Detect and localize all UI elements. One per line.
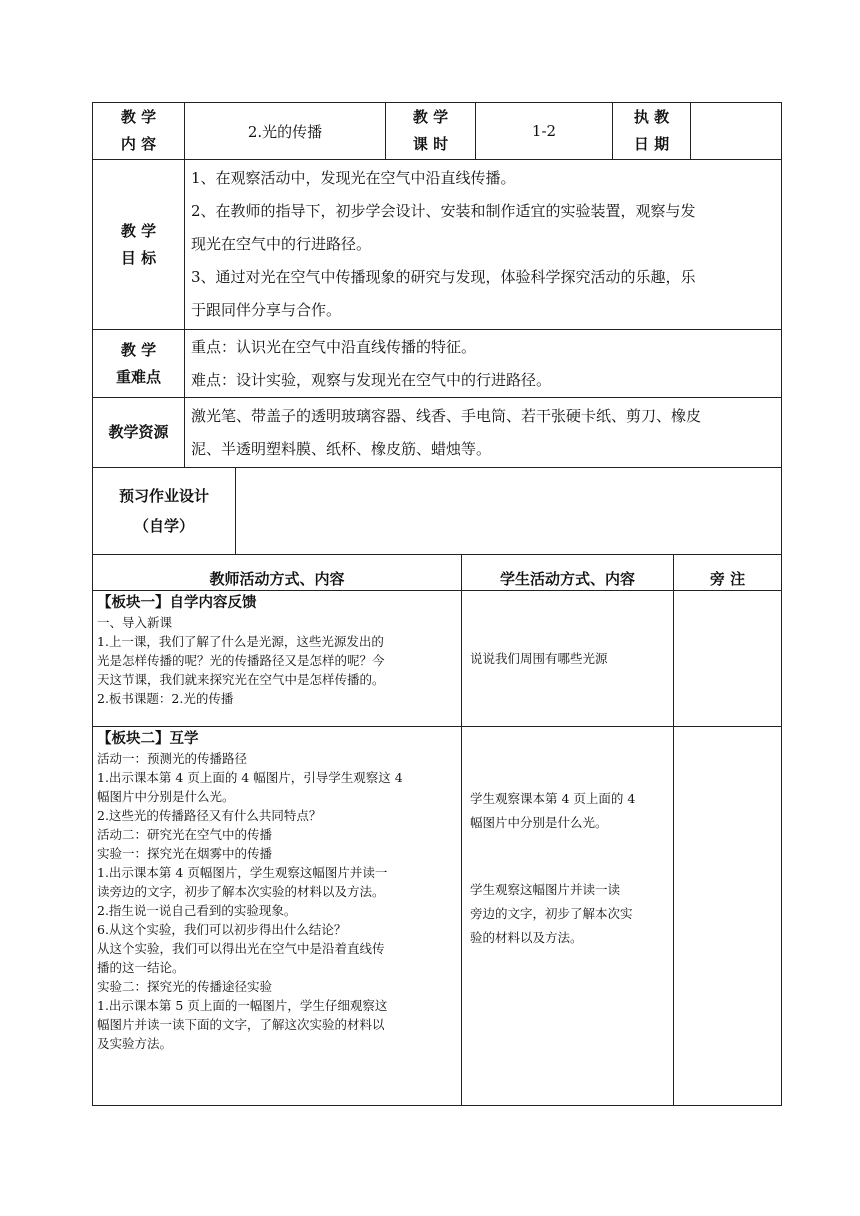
key-points-row xyxy=(93,330,782,398)
content-label-line2: 内 容 xyxy=(120,135,157,153)
teacher-activity-header: 教师活动方式、内容 xyxy=(93,555,462,591)
objective-line: 2、在教师的指导下，初步学会设计、安装和制作适宜的实验装置，观察与发 xyxy=(191,202,696,220)
teacher-line: 及实验方法。 xyxy=(97,1036,173,1051)
objectives-content xyxy=(185,160,782,330)
module1-notes-cell xyxy=(674,591,782,727)
teacher-line: 幅图片中分别是什么光。 xyxy=(97,789,235,804)
lesson-plan-table xyxy=(92,159,782,468)
preview-label-line2: （自学） xyxy=(133,517,194,535)
module1-row xyxy=(93,591,782,727)
teacher-line: 2.板书课题：2.光的传播 xyxy=(97,691,234,706)
objectives-label-line1: 教 学 xyxy=(120,221,157,240)
teacher-line: 6.从这个实验，我们可以初步得出什么结论？ xyxy=(97,922,347,937)
date-label-line2: 日 期 xyxy=(633,135,670,153)
student-line: 幅图片中分别是什么光。 xyxy=(470,815,608,830)
teacher-line: 播的这一结论。 xyxy=(97,960,185,975)
activities-header-row xyxy=(93,555,782,591)
teacher-line: 1.出示课本第 4 页幅图片，学生观察这幅图片并读一 xyxy=(97,865,388,880)
key-points-label-line2: 重难点 xyxy=(115,367,161,386)
content-value: 2.光的传播 xyxy=(185,103,386,160)
spacer xyxy=(470,729,669,787)
resources-row xyxy=(93,398,782,468)
preview-table xyxy=(92,467,782,555)
header-row xyxy=(93,103,782,160)
objective-line: 现光在空气中的行进路径。 xyxy=(191,235,372,253)
teacher-line: 1.出示课本第 5 页上面的一幅图片，学生仔细观察这 xyxy=(97,998,388,1013)
teacher-line: 1.上一课，我们了解了什么是光源，这些光源发出的 xyxy=(97,634,384,649)
module2-row xyxy=(93,727,782,1106)
teacher-line: 幅图片并读一读下面的文字，了解这次实验的材料以 xyxy=(97,1017,385,1032)
objectives-row xyxy=(93,160,782,330)
teacher-line: 读旁边的文字，初步了解本次实验的材料以及方法。 xyxy=(97,884,385,899)
teacher-line: 实验一：探究光在烟雾中的传播 xyxy=(97,846,273,861)
preview-row xyxy=(93,468,782,555)
module1-title: 【板块一】自学内容反馈 xyxy=(97,595,257,611)
resources-content xyxy=(185,398,782,468)
objective-line: 于跟同伴分享与合作。 xyxy=(191,301,342,319)
student-line: 验的材料以及方法。 xyxy=(470,930,583,945)
preview-value xyxy=(236,468,782,555)
objective-line: 3、通过对光在空气中传播现象的研究与发现，体验科学探究活动的乐趣，乐 xyxy=(191,268,696,286)
teacher-line: 活动二：研究光在空气中的传播 xyxy=(97,827,273,842)
objectives-label-line2: 目 标 xyxy=(120,248,157,267)
date-value xyxy=(691,103,782,160)
student-line: 旁边的文字，初步了解本次实 xyxy=(470,906,633,921)
objectives-label-cell xyxy=(93,160,185,330)
period-label-cell xyxy=(386,103,476,160)
module2-student-cell xyxy=(462,727,674,1106)
student-line: 学生观察这幅图片并读一读 xyxy=(470,882,621,897)
lesson-info-table xyxy=(92,102,782,160)
resources-label: 教学资源 xyxy=(93,398,185,468)
content-label-cell xyxy=(93,103,185,160)
module1-student-cell xyxy=(462,591,674,727)
key-points-label-line1: 教 学 xyxy=(120,340,157,359)
module2-notes-cell xyxy=(674,727,782,1106)
activities-table xyxy=(92,554,782,1106)
teacher-line: 实验二：探究光的传播途径实验 xyxy=(97,979,273,994)
teacher-line: 天这节课，我们就来探究光在空气中是怎样传播的。 xyxy=(97,672,385,687)
spacer xyxy=(470,835,669,878)
date-label-cell xyxy=(613,103,691,160)
teacher-line: 光是怎样传播的呢？光的传播路径又是怎样的呢？今 xyxy=(97,653,385,668)
date-label-line1: 执 教 xyxy=(633,108,670,126)
module2-teacher-cell xyxy=(93,727,462,1106)
resources-line: 泥、半透明塑料膜、纸杯、橡皮筋、蜡烛等。 xyxy=(191,439,492,458)
student-line: 学生观察课本第 4 页上面的 4 xyxy=(470,791,636,806)
teacher-line: 2.指生说一说自己看到的实验现象。 xyxy=(97,903,297,918)
objective-line: 1、在观察活动中，发现光在空气中沿直线传播。 xyxy=(191,169,516,187)
module2-title: 【板块二】互学 xyxy=(97,731,199,747)
preview-label-cell xyxy=(93,468,236,555)
student-activity-header: 学生活动方式、内容 xyxy=(462,555,674,591)
key-points-content xyxy=(185,330,782,398)
period-value: 1-2 xyxy=(476,103,613,160)
key-point-line: 难点：设计实验，观察与发现光在空气中的行进路径。 xyxy=(191,370,552,389)
key-points-label-cell xyxy=(93,330,185,398)
teacher-line: 一、导入新课 xyxy=(97,615,173,630)
student-line: 说说我们周围有哪些光源 xyxy=(470,651,608,666)
resources-line: 激光笔、带盖子的透明玻璃容器、线香、手电筒、若干张硬卡纸、剪刀、橡皮 xyxy=(191,406,702,425)
teacher-line: 从这个实验，我们可以得出光在空气中是沿着直线传 xyxy=(97,941,385,956)
period-label-line2: 课 时 xyxy=(412,135,449,153)
key-point-line: 重点：认识光在空气中沿直线传播的特征。 xyxy=(191,337,477,356)
module1-teacher-cell xyxy=(93,591,462,727)
teacher-line: 活动一：预测光的传播路径 xyxy=(97,751,248,766)
content-label-line1: 教 学 xyxy=(120,108,157,126)
period-label-line1: 教 学 xyxy=(412,108,449,126)
preview-label-line1: 预习作业设计 xyxy=(118,487,209,505)
notes-header: 旁 注 xyxy=(674,555,782,591)
teacher-line: 2.这些光的传播路径又有什么共同特点？ xyxy=(97,808,322,823)
teacher-line: 1.出示课本第 4 页上面的 4 幅图片，引导学生观察这 4 xyxy=(97,770,403,785)
